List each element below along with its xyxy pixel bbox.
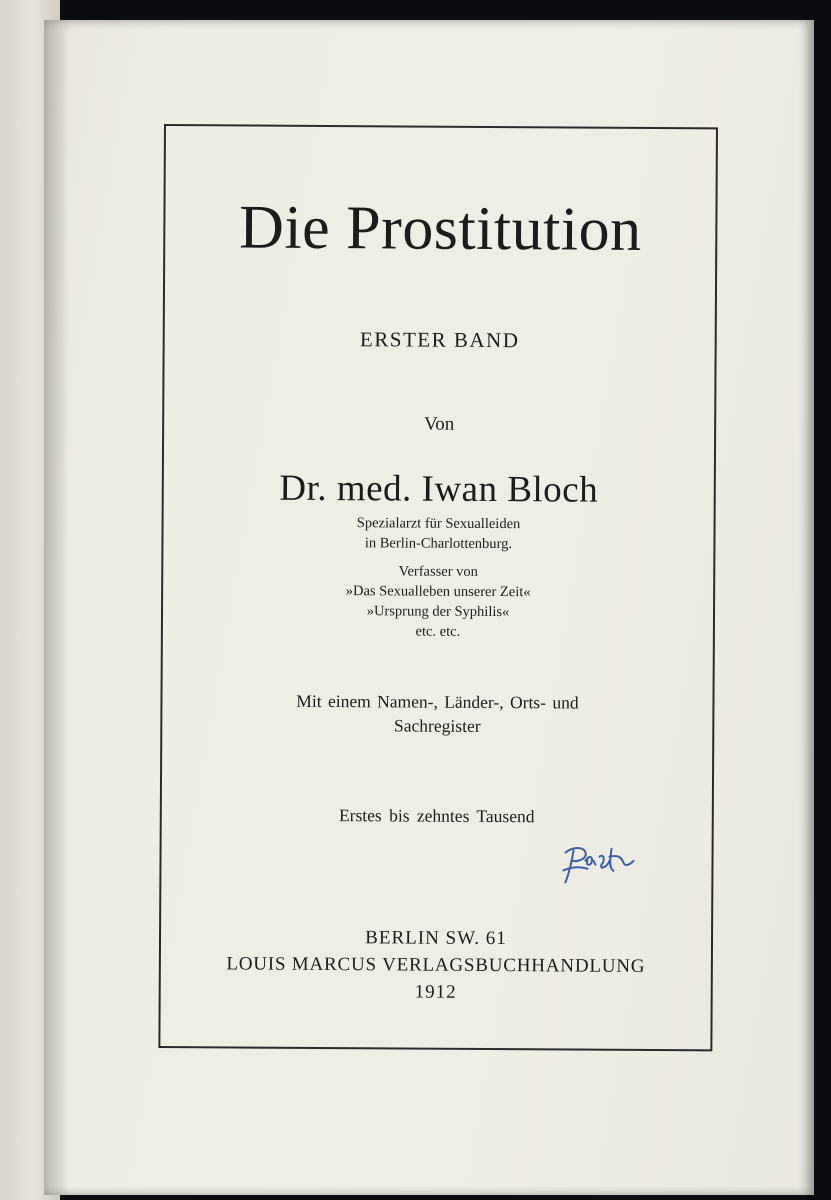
author-name: Dr. med. Iwan Bloch — [279, 467, 599, 511]
author-affiliation-line: »Ursprung der Syphilis« — [366, 603, 510, 621]
author-affiliation-line: Spezialarzt für Sexualleiden — [356, 515, 521, 533]
author-affiliation-line: Verfasser von — [398, 563, 478, 580]
book-title: Die Prostitution — [238, 193, 642, 264]
volume-label: ERSTER BAND — [359, 327, 520, 353]
author-affiliation-line: in Berlin-Charlottenburg. — [364, 535, 513, 553]
spine-shadow — [44, 20, 70, 1195]
handwritten-signature — [559, 840, 639, 888]
edition-note: Erstes bis zehntes Tausend — [338, 805, 535, 827]
publisher-name: LOUIS MARCUS VERLAGSBUCHHANDLUNG — [226, 953, 646, 977]
register-note-line: Sachregister — [394, 715, 481, 736]
author-affiliation-line: etc. etc. — [415, 623, 461, 640]
by-label: Von — [423, 413, 455, 435]
publisher-city: BERLIN SW. 61 — [365, 927, 507, 950]
register-note-line: Mit einem Namen-, Länder-, Orts- und — [296, 690, 579, 713]
publication-year: 1912 — [414, 981, 457, 1003]
title-frame — [158, 124, 718, 1051]
author-affiliation-line: »Das Sexualleben unserer Zeit« — [345, 583, 531, 601]
